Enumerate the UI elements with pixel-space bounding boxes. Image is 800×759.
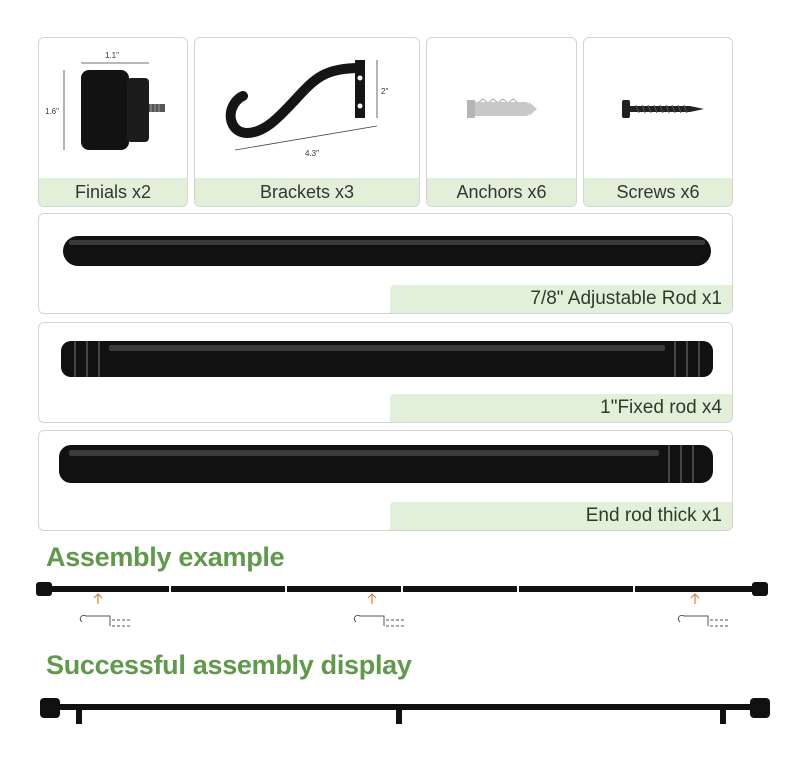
finial-height-dim: 1.6": [45, 107, 59, 116]
screw-image: [584, 38, 733, 178]
fixed-rod-image: [39, 323, 733, 393]
finials-label: Finials x2: [39, 178, 187, 206]
bracket-length-dim: 4.3": [305, 149, 319, 158]
end-rod-image: [39, 431, 733, 501]
fixed-rod-label: 1"Fixed rod x4: [390, 394, 732, 422]
anchor-image: [427, 38, 577, 178]
brackets-label: Brackets x3: [195, 178, 419, 206]
adjustable-rod-label: 7/8" Adjustable Rod x1: [390, 285, 732, 313]
end-rod-card: [38, 430, 733, 531]
anchors-card: [426, 37, 577, 207]
finials-card: [38, 37, 188, 207]
assembly-example-heading: Assembly example: [46, 542, 285, 572]
adjustable-rod-card: [38, 213, 733, 314]
adjustable-rod-image: [39, 214, 733, 284]
end-rod-label: End rod thick x1: [390, 502, 732, 530]
bracket-height-dim: 2": [381, 87, 389, 96]
finial-width-dim: 1.1": [105, 51, 119, 60]
fixed-rod-card: [38, 322, 733, 423]
brackets-card: [194, 37, 420, 207]
anchors-label: Anchors x6: [427, 178, 576, 206]
screws-card: [583, 37, 733, 207]
assembly-example-diagram: [20, 578, 780, 638]
screws-label: Screws x6: [584, 178, 732, 206]
assembly-display-heading: Successful assembly display: [46, 650, 412, 680]
assembly-display-diagram: [20, 694, 780, 734]
